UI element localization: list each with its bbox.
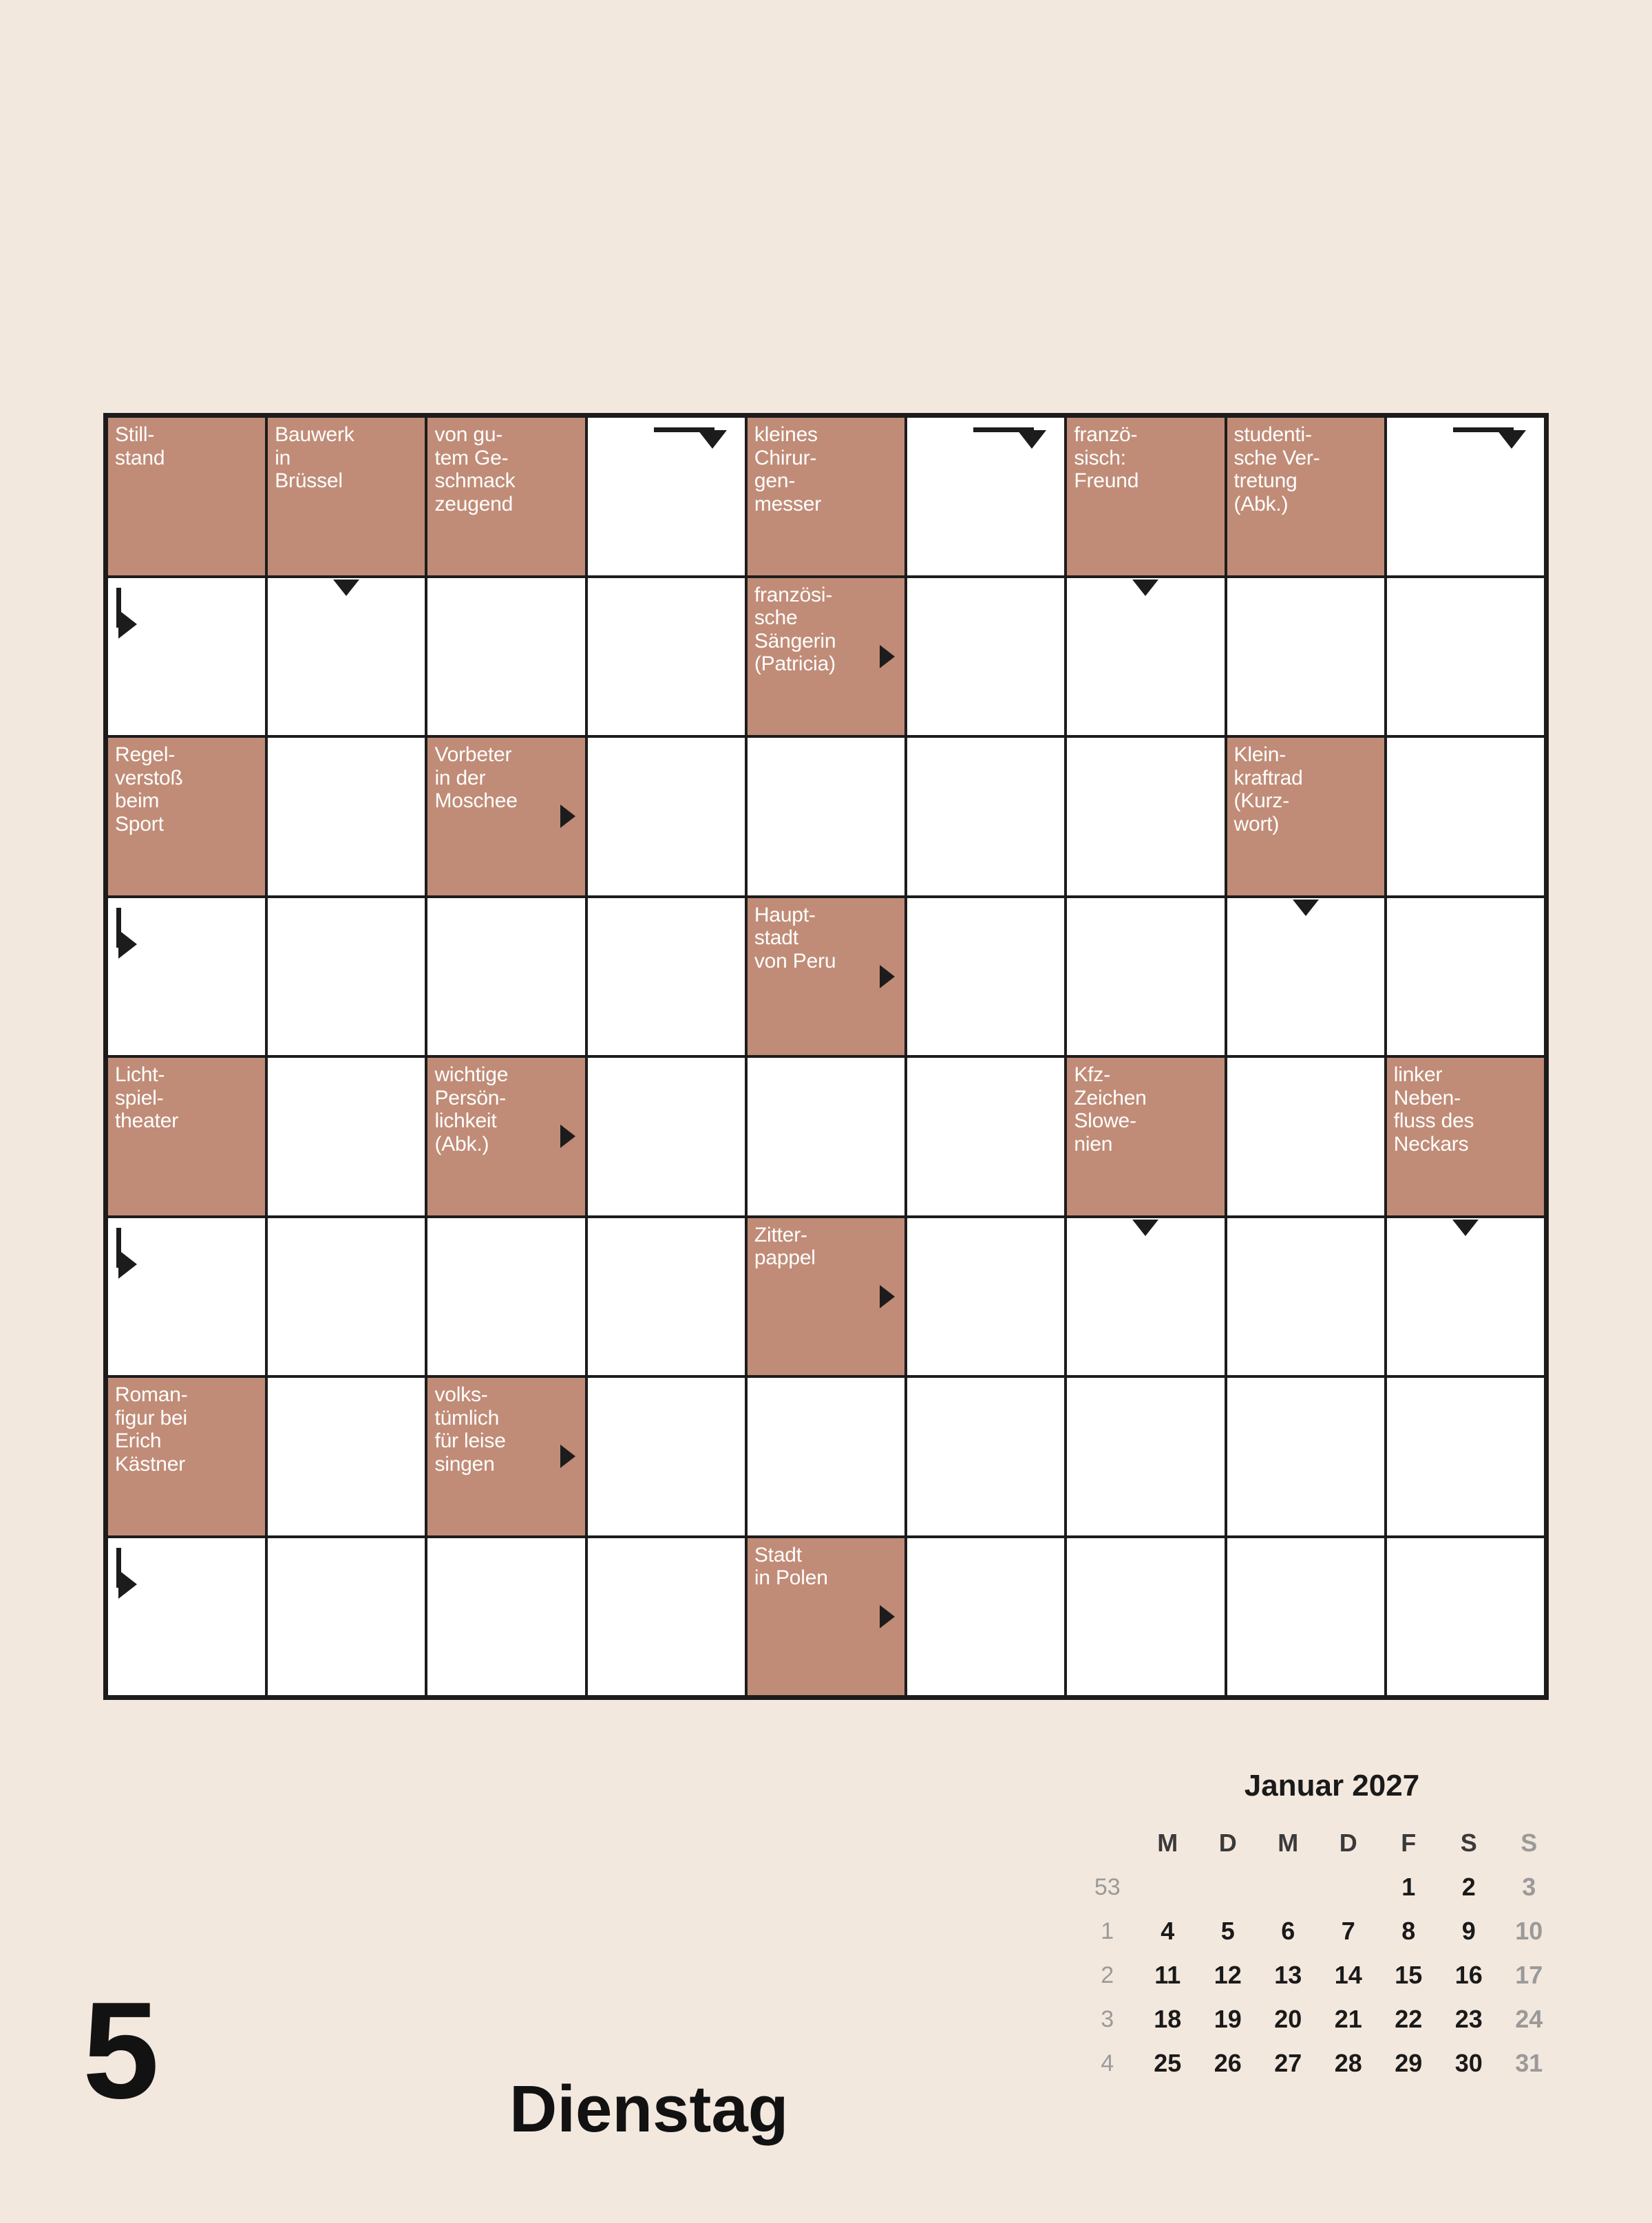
calendar-day-cell: 15 [1395,1961,1423,1989]
crossword-answer-cell[interactable] [427,1538,584,1696]
arrow-down-icon [1132,579,1158,600]
crossword-clue-cell [1067,1058,1224,1215]
crossword-answer-cell[interactable] [588,898,745,1056]
calendar-weekday-header: D [1218,1829,1237,1857]
crossword-answer-cell[interactable] [1387,1378,1544,1535]
crossword-clue-cell [427,1058,584,1215]
calendar-weekday-header: S [1460,1829,1477,1857]
arrow-bend-right-icon [116,908,178,963]
arrow-down-icon [1132,1220,1158,1240]
calendar-day-cell: 13 [1274,1961,1302,1989]
crossword-answer-cell[interactable] [1387,738,1544,895]
arrow-bend-right-icon [116,588,178,643]
crossword-answer-cell[interactable] [588,738,745,895]
arrow-down-icon [1293,900,1319,920]
crossword-answer-cell[interactable] [1227,1218,1384,1376]
arrow-down-icon [1452,1220,1479,1240]
crossword-answer-cell[interactable] [268,1538,425,1696]
calendar-week-row [1077,1865,1559,1909]
crossword-answer-cell[interactable] [907,898,1064,1056]
calendar-weekday-header: M [1278,1829,1299,1857]
calendar-day-cell: 29 [1395,2049,1423,2077]
calendar-day-cell: 11 [1154,1961,1181,1989]
calendar-day-cell: 19 [1214,2005,1242,2033]
crossword-answer-cell[interactable] [1227,1058,1384,1215]
clue-text: Still- stand [115,423,165,469]
calendar-day-cell: 30 [1454,2049,1483,2077]
crossword-answer-cell[interactable] [268,898,425,1056]
arrow-bend-down-icon [973,427,1056,469]
clue-text: Bauwerk in Brüssel [275,423,354,493]
clue-text: Zitter- pappel [754,1223,816,1270]
crossword-answer-cell[interactable] [1387,418,1544,575]
clue-text: Licht- spiel- theater [115,1063,178,1133]
calendar-day-cell: 31 [1515,2049,1543,2077]
crossword-answer-cell[interactable] [588,578,745,736]
calendar-day-cell: 9 [1461,1917,1476,1945]
clue-text: Stadt in Polen [754,1543,828,1590]
clue-text: wichtige Persön- lichkeit (Abk.) [434,1063,509,1156]
crossword-answer-cell[interactable] [1387,578,1544,736]
crossword-clue-cell [1387,1058,1544,1215]
crossword-answer-cell[interactable] [108,1218,265,1376]
calendar-day-cell: 21 [1334,2005,1362,2033]
calendar-day-cell: 24 [1515,2005,1543,2033]
crossword-answer-cell[interactable] [1067,898,1224,1056]
crossword-answer-cell[interactable] [588,1538,745,1696]
crossword-answer-cell[interactable] [268,1218,425,1376]
calendar-weekday-header: S [1521,1829,1538,1857]
calendar-title: Januar 2027 [1244,1769,1420,1802]
crossword-answer-cell[interactable] [907,578,1064,736]
crossword-answer-cell[interactable] [427,898,584,1056]
crossword-grid[interactable] [103,413,1549,1700]
crossword-answer-cell[interactable] [907,738,1064,895]
crossword-answer-cell[interactable] [588,1058,745,1215]
crossword-answer-cell[interactable] [1067,738,1224,895]
crossword-clue-cell [268,418,425,575]
calendar-day-cell: 26 [1214,2049,1242,2077]
calendar-day-cell: 7 [1341,1917,1355,1945]
clue-text: Roman- figur bei Erich Kästner [115,1383,188,1476]
crossword-clue-cell [1227,418,1384,575]
calendar-body [1077,1865,1559,2085]
calendar-day-cell: 2 [1461,1873,1476,1901]
clue-text: von gu- tem Ge- schmack zeugend [434,423,516,515]
calendar-table [1077,1821,1559,2085]
crossword-answer-cell[interactable] [907,418,1064,575]
calendar-week-number: 1 [1101,1917,1114,1944]
calendar-day-cell [1138,1865,1198,1909]
weekday-name: Dienstag [509,2072,789,2146]
crossword-answer-cell[interactable] [268,578,425,736]
crossword-answer-cell[interactable] [748,1378,904,1535]
crossword-answer-cell[interactable] [907,1538,1064,1696]
calendar-day-cell: 5 [1220,1917,1235,1945]
crossword-answer-cell[interactable] [427,1218,584,1376]
clue-text: kleines Chirur- gen- messer [754,423,822,515]
calendar-day-cell: 1 [1401,1873,1416,1901]
calendar-weekday-header: D [1339,1829,1357,1857]
calendar-day-cell: 12 [1214,1961,1242,1989]
clue-text: volks- tümlich für leise singen [434,1383,506,1476]
clue-text: Regel- verstoß beim Sport [115,743,183,836]
clue-text: Haupt- stadt von Peru [754,903,836,972]
arrow-right-icon [560,1445,584,1468]
crossword-answer-cell[interactable] [588,1378,745,1535]
crossword-clue-cell [748,418,904,575]
arrow-right-icon [880,965,903,988]
crossword-answer-cell[interactable] [108,1538,265,1696]
calendar-day-cell: 18 [1154,2005,1182,2033]
calendar-week-number: 53 [1094,1873,1121,1900]
calendar-day-cell: 6 [1281,1917,1295,1945]
clue-text: Vorbeter in der Moschee [434,743,518,813]
crossword-answer-cell[interactable] [1067,578,1224,736]
calendar-day-cell: 28 [1334,2049,1362,2077]
calendar-day-cell [1258,1865,1319,1909]
clue-text: französi- sche Sängerin (Patricia) [754,583,836,676]
crossword-clue-cell [427,418,584,575]
calendar-week-number: 3 [1101,2006,1114,2032]
crossword-answer-cell[interactable] [268,1378,425,1535]
crossword-answer-cell[interactable] [108,898,265,1056]
crossword-clue-cell [427,1378,584,1535]
crossword-clue-cell [108,418,265,575]
calendar-week-number: 4 [1101,2050,1114,2076]
day-number: 5 [83,1974,160,2127]
crossword-clue-cell [1067,418,1224,575]
crossword-clue-cell [427,738,584,895]
crossword-clue-cell [748,1218,904,1376]
crossword-clue-cell [748,1538,904,1696]
calendar-day-cell: 16 [1454,1961,1483,1989]
crossword-answer-cell[interactable] [1067,1538,1224,1696]
crossword-answer-cell[interactable] [1227,578,1384,736]
clue-text: Kfz- Zeichen Slowe- nien [1074,1063,1147,1156]
calendar-week-row [1077,1953,1559,1997]
calendar-day-cell: 17 [1515,1961,1543,1989]
calendar-day-cell: 8 [1401,1917,1416,1945]
crossword-clue-cell [748,578,904,736]
crossword-answer-cell[interactable] [588,1218,745,1376]
crossword-clue-cell [1227,738,1384,895]
calendar-day-cell [1198,1865,1258,1909]
mini-calendar [1077,1769,1559,2085]
calendar-weeknum-header [1077,1821,1138,1865]
calendar-day-cell: 27 [1274,2049,1302,2077]
crossword-answer-cell[interactable] [907,1218,1064,1376]
calendar-week-row [1077,2041,1559,2085]
clue-text: Klein- kraftrad (Kurz- wort) [1233,743,1303,836]
calendar-week-number: 2 [1101,1961,1114,1988]
arrow-bend-right-icon [116,1228,178,1283]
calendar-day-cell: 22 [1395,2005,1423,2033]
calendar-day-cell [1318,1865,1379,1909]
crossword-clue-cell [108,738,265,895]
crossword-answer-cell[interactable] [1387,1538,1544,1696]
crossword-answer-cell[interactable] [1067,1378,1224,1535]
arrow-down-icon [333,579,359,600]
calendar-day-cell: 10 [1515,1917,1543,1945]
crossword-answer-cell[interactable] [907,1058,1064,1215]
arrow-right-icon [560,1125,584,1148]
calendar-header-row [1077,1821,1559,1865]
crossword-answer-cell[interactable] [588,418,745,575]
arrow-right-icon [880,1285,903,1308]
calendar-day-cell: 23 [1454,2005,1483,2033]
crossword-answer-cell[interactable] [1227,898,1384,1056]
crossword-answer-cell[interactable] [907,1378,1064,1535]
crossword-answer-cell[interactable] [1227,1538,1384,1696]
calendar-day-cell: 14 [1334,1961,1362,1989]
clue-text: studenti- sche Ver- tretung (Abk.) [1233,423,1320,515]
crossword-answer-cell[interactable] [268,1058,425,1215]
crossword-answer-cell[interactable] [1387,898,1544,1056]
crossword-answer-cell[interactable] [748,738,904,895]
arrow-right-icon [880,645,903,668]
crossword-answer-cell[interactable] [1227,1378,1384,1535]
arrow-right-icon [880,1605,903,1628]
arrow-bend-down-icon [1453,427,1536,469]
calendar-week-row [1077,1909,1559,1953]
crossword-answer-cell[interactable] [1067,1218,1224,1376]
calendar-day-cell: 3 [1522,1873,1536,1901]
clue-text: franzö- sisch: Freund [1074,423,1139,493]
calendar-day-cell: 20 [1274,2005,1302,2033]
arrow-bend-down-icon [654,427,737,469]
clue-text: linker Neben- fluss des Neckars [1393,1063,1474,1156]
arrow-right-icon [560,805,584,828]
crossword-clue-cell [748,898,904,1056]
crossword-answer-cell[interactable] [1387,1218,1544,1376]
crossword-answer-cell[interactable] [427,578,584,736]
crossword-answer-cell[interactable] [268,738,425,895]
calendar-weekday-header: F [1401,1829,1417,1857]
crossword-answer-cell[interactable] [108,578,265,736]
crossword-clue-cell [108,1058,265,1215]
calendar-day-cell: 4 [1161,1917,1175,1945]
crossword-answer-cell[interactable] [748,1058,904,1215]
arrow-bend-right-icon [116,1548,178,1603]
calendar-week-row [1077,1997,1559,2041]
crossword-clue-cell [108,1378,265,1535]
calendar-weekday-header: M [1157,1829,1178,1857]
calendar-day-cell: 25 [1154,2049,1182,2077]
